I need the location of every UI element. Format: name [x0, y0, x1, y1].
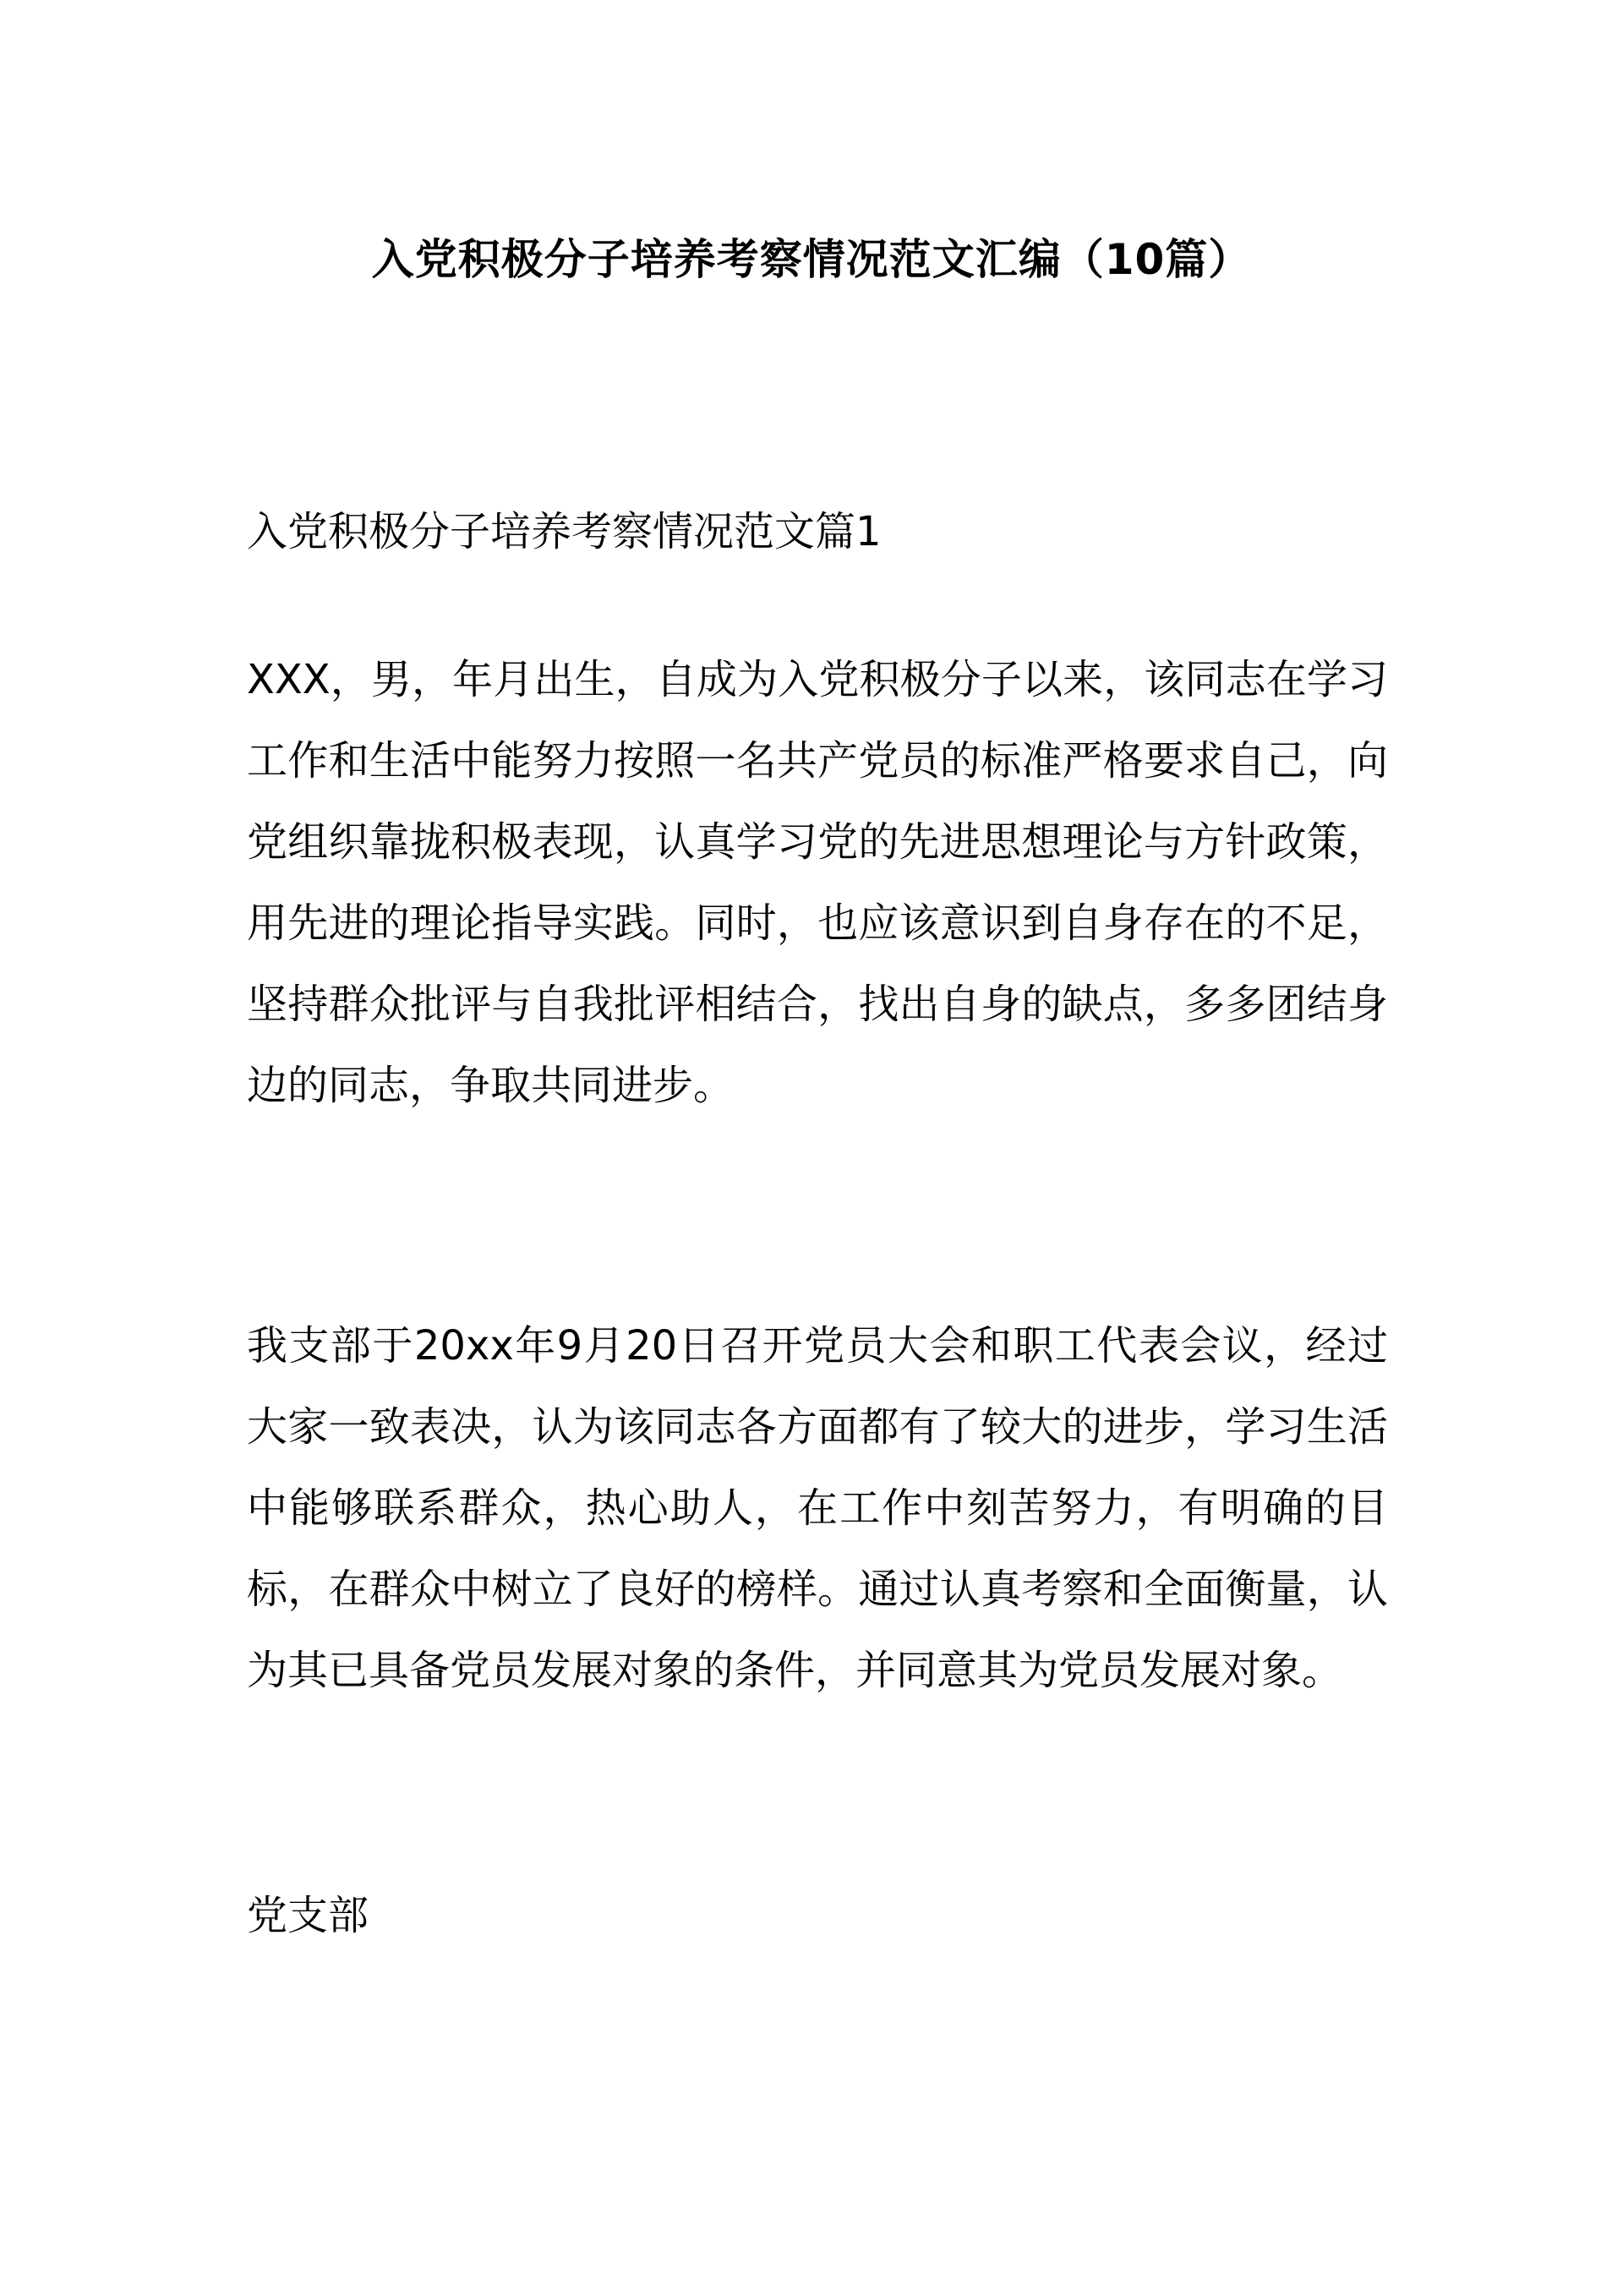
paragraph-evaluation: XXX，男，年月出生，自成为入党积极分子以来，该同志在学习工作和生活中能努力按照一名共产党员的标准严格要求自己，向党组织靠拢积极表现，认真学习党的先进思想理论与方针政策，用先进的理论指导实践。同时，也应该意识到自身存在的不足，坚持群众批评与自我批评相结合，找出自身的缺点，多多团结身边的同志，争取共同进步。 — [247, 656, 1388, 1109]
section-heading: 入党积极分子培养考察情况范文篇1 — [247, 508, 882, 555]
paragraph-branch-decision: 我支部于20xx年9月20日召开党员大会和职工代表会议，经过大家一致表决，认为该同志各方面都有了较大的进步，学习生活中能够联系群众，热心助人，在工作中刻苦努力，有明确的目标，在群众中树立了良好的榜样。通过认真考察和全面衡量，认为其已具备党员发展对象的条件，并同意其为党员发展对象。 — [247, 1322, 1388, 1694]
signature-party-branch: 党支部 — [247, 1892, 369, 1939]
document-title: 入党积极分子培养考察情况范文汇编（10篇） — [371, 235, 1252, 284]
